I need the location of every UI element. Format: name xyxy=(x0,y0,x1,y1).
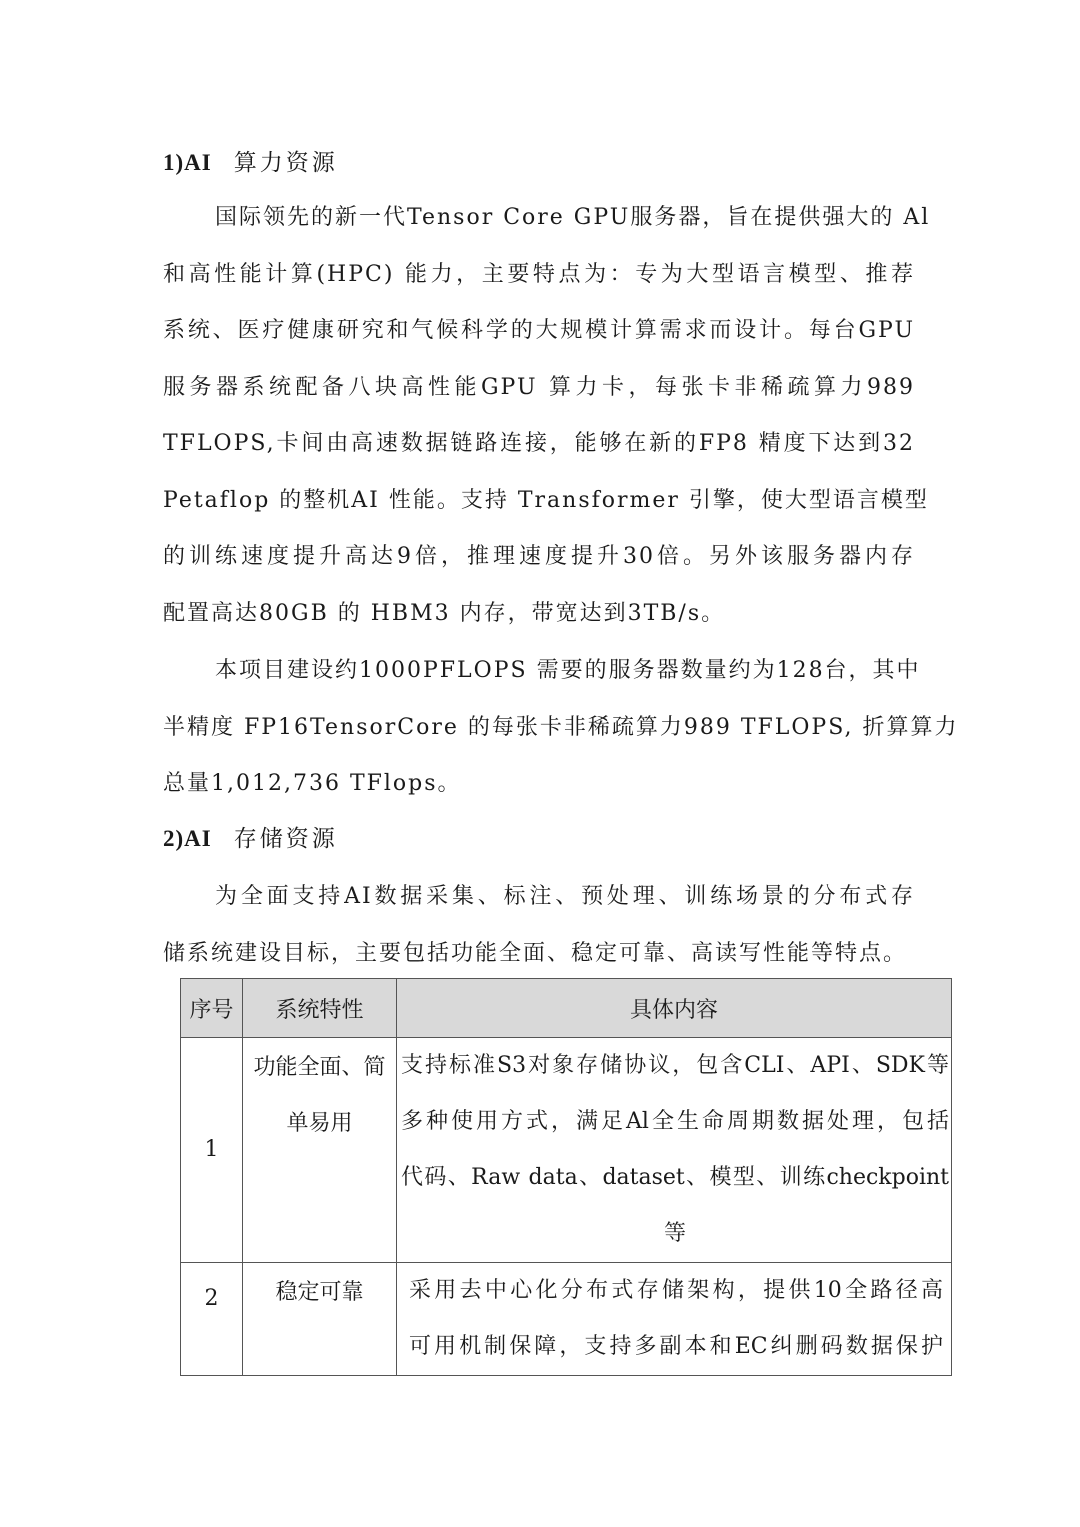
cell-feature xyxy=(243,1263,397,1376)
paragraph-line: 本项目建设约1000PFLOPS 需要的服务器数量约为128台，其中 xyxy=(215,658,921,683)
paragraph-line: 和高性能计算(HPC) 能力，主要特点为：专为大型语言模型、推荐 xyxy=(163,261,915,287)
cell-feature xyxy=(243,1038,397,1263)
paragraph-line: 为全面支持AI数据采集、标注、预处理、训练场景的分布式存 xyxy=(215,884,915,909)
paragraph-line: 储系统建设目标，主要包括功能全面、稳定可靠、高读写性能等特点。 xyxy=(163,940,908,966)
cell-detail xyxy=(397,1263,952,1376)
table-row xyxy=(181,1038,952,1263)
paragraph-line: TFLOPS,卡间由高速数据链路连接，能够在新的FP8 精度下达到32 xyxy=(163,431,915,456)
paragraph-line: 总量1,012,736 TFlops。 xyxy=(163,771,462,796)
section-heading-compute xyxy=(163,144,338,177)
paragraph-gpu-server xyxy=(163,190,931,642)
header-feature: 系统特性 xyxy=(243,979,397,1038)
cell-serial: 1 xyxy=(181,1038,243,1263)
detail-line: 支持标准S3对象存储协议，包含CLI、API、SDK等 xyxy=(401,1053,949,1078)
detail-line: 代码、Raw data、dataset、模型、训练checkpoint xyxy=(401,1165,949,1190)
detail-line: 可用机制保障，支持多副本和EC纠删码数据保护 xyxy=(409,1334,943,1359)
detail-line: 等 xyxy=(663,1221,686,1246)
header-detail: 具体内容 xyxy=(397,979,952,1038)
header-serial: 序号 xyxy=(181,979,243,1038)
feature-line: 单易用 xyxy=(286,1111,353,1136)
section-title: 存储资源 xyxy=(233,826,338,851)
table-header-row xyxy=(181,979,952,1038)
paragraph-server-count xyxy=(163,643,959,813)
paragraph-line: Petaflop 的整机AI 性能。支持 Transformer 引擎，使大型语言模型 xyxy=(163,487,929,513)
section-number: 2)AI xyxy=(163,826,212,851)
paragraph-line: 系统、医疗健康研究和气候科学的大规模计算需求而设计。每台GPU xyxy=(163,318,915,343)
paragraph-line: 国际领先的新一代Tensor Core GPU服务器，旨在提供强大的 Al xyxy=(215,205,931,230)
paragraph-storage-goal xyxy=(163,869,915,982)
feature-line: 稳定可靠 xyxy=(275,1280,364,1305)
paragraph-line: 的训练速度提升高达9倍，推理速度提升30倍。另外该服务器内存 xyxy=(163,544,915,569)
section-number: 1)AI xyxy=(163,150,212,175)
feature-line: 功能全面、简 xyxy=(253,1055,386,1080)
section-heading-storage xyxy=(163,820,338,853)
cell-serial: 2 xyxy=(181,1263,243,1376)
paragraph-line: 服务器系统配备八块高性能GPU 算力卡，每张卡非稀疏算力989 xyxy=(163,374,915,400)
paragraph-line: 半精度 FP16TensorCore 的每张卡非稀疏算力989 TFLOPS, 折算算力 xyxy=(163,714,959,740)
cell-detail xyxy=(397,1038,952,1263)
storage-features-table xyxy=(180,978,952,1376)
detail-line: 多种使用方式，满足Al全生命周期数据处理，包括 xyxy=(401,1109,949,1134)
paragraph-line: 配置高达80GB 的 HBM3 内存，带宽达到3TB/s。 xyxy=(163,600,726,626)
detail-line: 采用去中心化分布式存储架构，提供10全路径高 xyxy=(409,1278,943,1303)
table-row xyxy=(181,1263,952,1376)
section-title: 算力资源 xyxy=(233,150,338,175)
